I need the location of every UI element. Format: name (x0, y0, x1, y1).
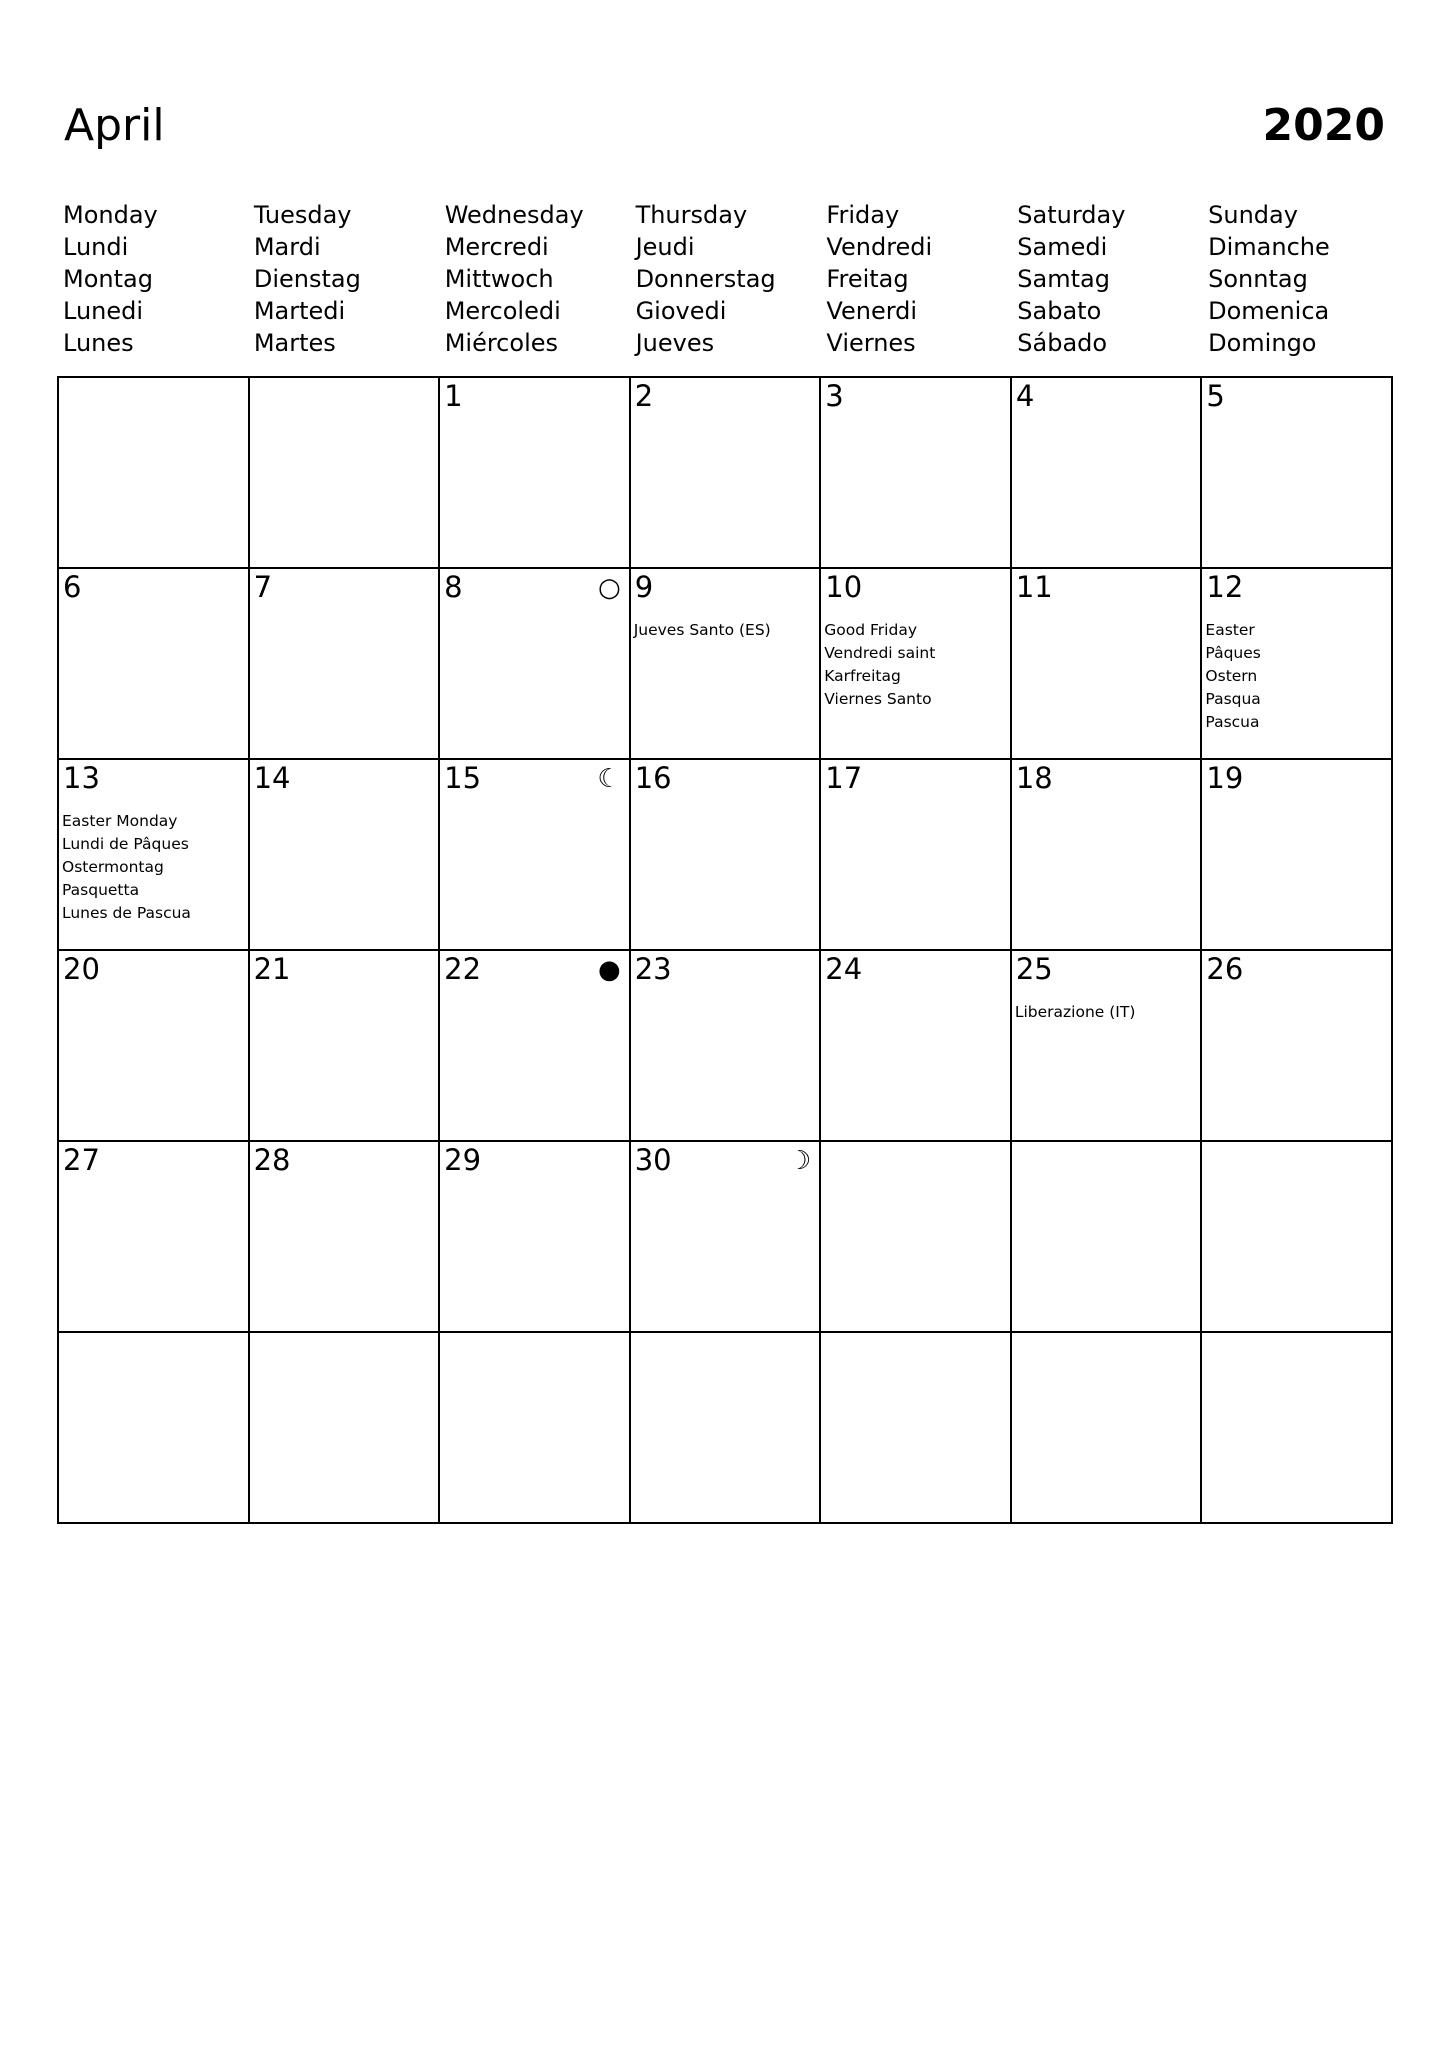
day-cell (250, 1142, 441, 1333)
weekday-name: Monday (63, 201, 158, 229)
day-number: 4 (1015, 379, 1035, 413)
day-cell (821, 760, 1012, 951)
day-cell (631, 569, 822, 760)
day-cell (1202, 951, 1393, 1142)
weekday-name: Dimanche (1208, 233, 1330, 261)
weekday-name: Lundi (63, 233, 129, 261)
day-cell (440, 378, 631, 569)
holiday-label: Good Friday (824, 621, 918, 639)
holiday-label: Lundi de Pâques (62, 835, 189, 853)
empty-day-cell (440, 1333, 631, 1524)
holiday-list (62, 810, 246, 925)
day-number: 15 (444, 761, 482, 795)
day-cell (440, 569, 631, 760)
day-number: 2 (634, 379, 654, 413)
weekday-name: Montag (63, 265, 153, 293)
holiday-label: Liberazione (IT) (1014, 1003, 1136, 1021)
holiday-label: Lunes de Pascua (62, 904, 191, 922)
day-number: 21 (253, 952, 291, 986)
empty-day-cell (821, 1142, 1012, 1333)
holiday-label: Viernes Santo (824, 690, 932, 708)
calendar-grid (57, 376, 1393, 1524)
day-cell (59, 951, 250, 1142)
weekday-name: Sunday (1208, 201, 1298, 229)
weekday-name: Sabato (1017, 297, 1102, 325)
weekday-name: Martedi (253, 297, 346, 325)
first-quarter-moon-icon: ☽ (787, 1146, 812, 1176)
empty-day-cell (1202, 1142, 1393, 1333)
day-number: 16 (634, 761, 672, 795)
weekday-name: Samtag (1017, 265, 1110, 293)
full-moon-icon: ○ (598, 573, 621, 603)
empty-day-cell (250, 1333, 441, 1524)
day-number: 11 (1015, 570, 1053, 604)
day-cell (250, 951, 441, 1142)
holiday-label: Pâques (1205, 644, 1261, 662)
weekday-column (1202, 199, 1393, 359)
holiday-label: Pasquetta (62, 881, 140, 899)
day-number: 28 (253, 1143, 291, 1177)
weekday-column (439, 199, 630, 359)
day-number: 19 (1206, 761, 1244, 795)
holiday-label: Ostern (1205, 667, 1258, 685)
day-number: 14 (253, 761, 291, 795)
weekday-name: Thursday (635, 201, 748, 229)
day-number: 8 (444, 570, 463, 604)
day-number: 12 (1206, 570, 1244, 604)
day-cell (440, 760, 631, 951)
weekday-name: Lunes (63, 329, 134, 357)
weekday-name: Donnerstag (635, 265, 776, 293)
day-number: 29 (444, 1143, 482, 1177)
weekday-name: Mittwoch (444, 265, 554, 293)
weekday-name: Freitag (826, 265, 909, 293)
day-number: 20 (63, 952, 100, 986)
weekday-column (1011, 199, 1202, 359)
empty-day-cell (631, 1333, 822, 1524)
year-title: 2020 (1262, 100, 1385, 151)
day-cell (631, 951, 822, 1142)
day-cell (821, 378, 1012, 569)
day-cell (821, 951, 1012, 1142)
day-number: 26 (1206, 952, 1244, 986)
last-quarter-moon-icon: ☾ (597, 764, 621, 794)
day-number: 6 (63, 570, 82, 604)
holiday-label: Easter Monday (62, 812, 178, 830)
day-number: 5 (1206, 379, 1225, 413)
day-cell (59, 569, 250, 760)
holiday-list (1015, 1001, 1199, 1024)
holiday-label: Pascua (1205, 713, 1260, 731)
weekday-name: Jueves (635, 329, 715, 357)
holiday-list (1205, 619, 1389, 734)
day-cell (631, 378, 822, 569)
day-number: 24 (825, 952, 863, 986)
weekday-name: Miércoles (444, 329, 558, 357)
day-cell (59, 760, 250, 951)
day-cell (250, 760, 441, 951)
weekday-name: Martes (253, 329, 336, 357)
empty-day-cell (1012, 1142, 1203, 1333)
weekday-name: Sábado (1017, 329, 1108, 357)
empty-day-cell (1202, 1333, 1393, 1524)
day-number: 10 (825, 570, 863, 604)
day-cell (821, 569, 1012, 760)
day-number: 22 (444, 952, 482, 986)
weekday-name: Jeudi (635, 233, 695, 261)
weekday-name: Mardi (253, 233, 321, 261)
holiday-list (634, 619, 818, 642)
day-cell (440, 951, 631, 1142)
weekday-name: Viernes (826, 329, 916, 357)
day-number: 25 (1015, 952, 1053, 986)
day-number: 23 (634, 952, 672, 986)
empty-day-cell (59, 1333, 250, 1524)
day-cell (1202, 760, 1393, 951)
day-number: 18 (1015, 761, 1053, 795)
new-moon-icon: ● (598, 955, 621, 985)
day-cell (1012, 951, 1203, 1142)
day-cell (1202, 378, 1393, 569)
day-cell (1012, 760, 1203, 951)
weekday-name: Wednesday (444, 201, 584, 229)
weekday-header (57, 199, 1393, 359)
day-cell (631, 1142, 822, 1333)
day-cell (631, 760, 822, 951)
weekday-name: Saturday (1017, 201, 1126, 229)
holiday-label: Easter (1205, 621, 1255, 639)
day-number: 7 (253, 570, 273, 604)
day-number: 30 (634, 1143, 672, 1177)
weekday-name: Sonntag (1208, 265, 1308, 293)
weekday-name: Domingo (1208, 329, 1317, 357)
day-number: 17 (825, 761, 863, 795)
holiday-label: Vendredi saint (824, 644, 936, 662)
holiday-label: Ostermontag (62, 858, 164, 876)
weekday-column (630, 199, 821, 359)
day-cell (250, 569, 441, 760)
day-cell (440, 1142, 631, 1333)
weekday-name: Friday (826, 201, 900, 229)
day-cell (1012, 378, 1203, 569)
weekday-name: Giovedi (635, 297, 727, 325)
month-title: April (64, 100, 165, 151)
empty-day-cell (59, 378, 250, 569)
weekday-name: Domenica (1208, 297, 1330, 325)
weekday-column (248, 199, 439, 359)
holiday-label: Jueves Santo (ES) (633, 621, 771, 639)
day-cell (1202, 569, 1393, 760)
holiday-label: Pasqua (1205, 690, 1261, 708)
weekday-name: Dienstag (253, 265, 361, 293)
weekday-name: Samedi (1017, 233, 1108, 261)
holiday-label: Karfreitag (824, 667, 901, 685)
day-number: 1 (444, 379, 463, 413)
day-number: 3 (825, 379, 844, 413)
weekday-column (820, 199, 1011, 359)
weekday-name: Vendredi (826, 233, 933, 261)
day-number: 9 (634, 570, 654, 604)
day-cell (59, 1142, 250, 1333)
weekday-name: Mercredi (444, 233, 549, 261)
holiday-list (824, 619, 1008, 711)
weekday-name: Tuesday (253, 201, 352, 229)
day-number: 27 (63, 1143, 100, 1177)
weekday-name: Lunedi (63, 297, 144, 325)
day-cell (1012, 569, 1203, 760)
empty-day-cell (1012, 1333, 1203, 1524)
weekday-column (57, 199, 248, 359)
weekday-name: Venerdi (826, 297, 918, 325)
empty-day-cell (821, 1333, 1012, 1524)
day-number: 13 (63, 761, 100, 795)
weekday-name: Mercoledi (444, 297, 561, 325)
empty-day-cell (250, 378, 441, 569)
